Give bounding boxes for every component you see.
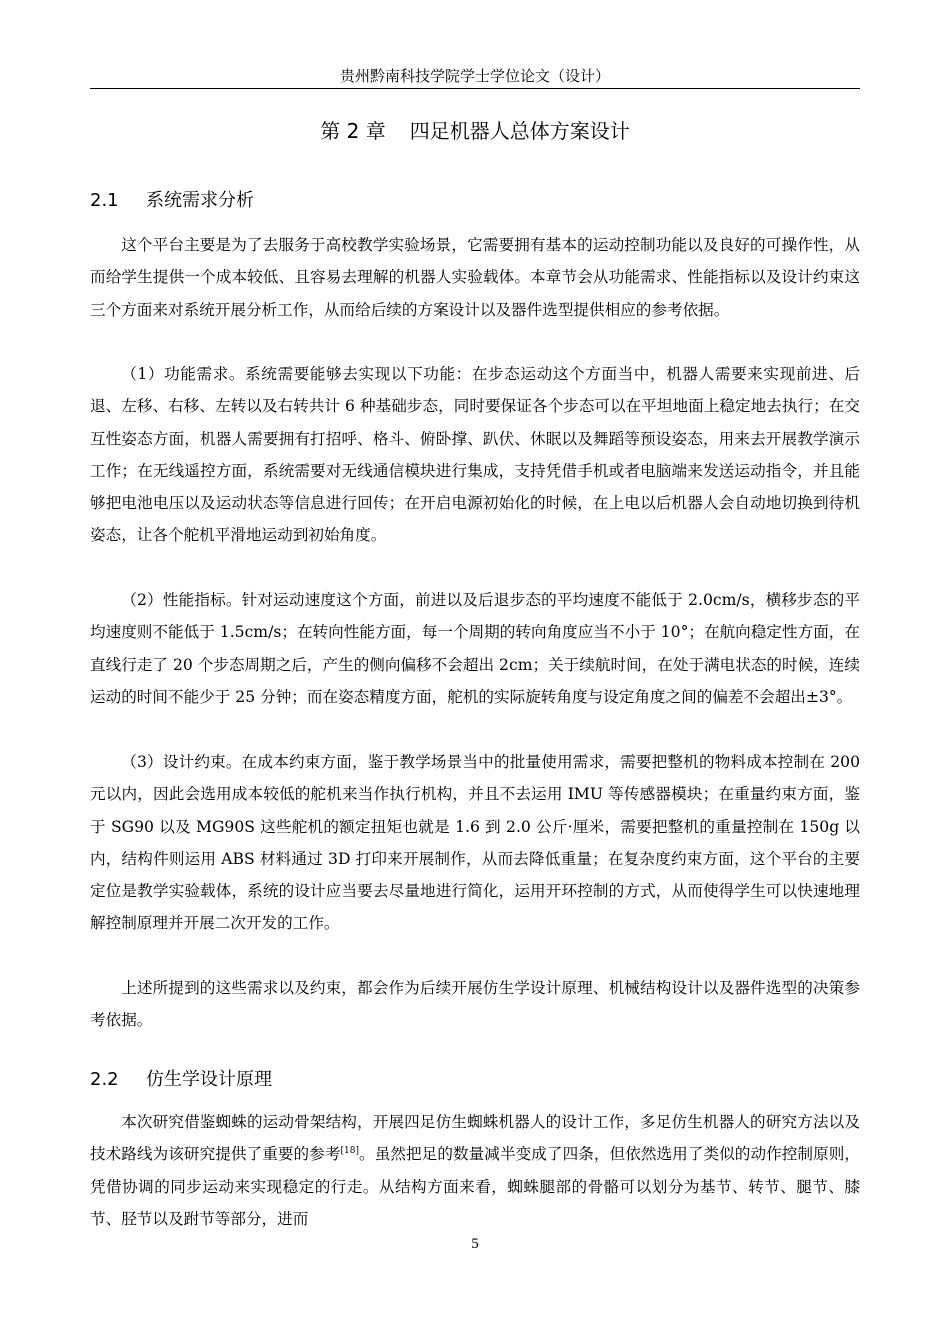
section-heading-2-2	[90, 1067, 860, 1093]
paragraph-bionic-design	[90, 1106, 860, 1235]
section-number: 2.1	[90, 190, 119, 211]
section-heading-2-1	[90, 188, 860, 214]
chapter-name: 四足机器人总体方案设计	[409, 119, 630, 143]
section-number: 2.2	[90, 1069, 119, 1090]
paragraph-intro: 这个平台主要是为了去服务于高校教学实验场景，它需要拥有基本的运动控制功能以及良好的可操作性，从而给学生提供一个成本较低、且容易去理解的机器人实验载体。本章节会从功能需求、性能指标以及设计约束这三个方面来对系统开展分析工作，从而给后续的方案设计以及器件选型提供相应的参考依据。	[90, 236, 860, 319]
paragraph-text-part2: 。虽然把足的数量减半变成了四条，但依然选用了类似的动作控制原则，凭借协调的同步运动来实现稳定的行走。从结构方面来看，蜘蛛腿部的骨骼可以划分为基节、转节、腿节、膝节、胫节以及跗节等部分，进而	[90, 1145, 860, 1228]
paragraph-text-part1: 本次研究借鉴蜘蛛的运动骨架结构，开展四足仿生蜘蛛机器人的设计工作，多足仿生机器人的研究方法以及技术路线为该研究提供了重要的参考	[90, 1113, 860, 1164]
paragraph-design-constraints: （3）设计约束。在成本约束方面，鉴于教学场景当中的批量使用需求，需要把整机的物料成本控制在 200 元以内，因此会选用成本较低的舵机来当作执行机构，并且不去运用 IMU 等传感器模块；在重量约束方面，鉴于 SG90 以及 MG90S 这些舵机的额定扭矩也就是 1.6 到 2.0 公斤·厘米，需要把整机的重量控制在 150g 以内，结构件则运用 ABS 材料通过 3D 打印来开展制作，从而去降低重量；在复杂度约束方面，这个平台的主要定位是教学实验载体，系统的设计应当要去尽量地进行简化，运用开环控制的方式，从而使得学生可以快速地理解控制原理并开展二次开发的工作。	[90, 753, 860, 933]
running-header: 贵州黔南科技学院学士学位论文（设计）	[90, 66, 860, 89]
paragraph-functional-requirements: （1）功能需求。系统需要能够去实现以下功能：在步态运动这个方面当中，机器人需要来实现前进、后退、左移、右移、左转以及右转共计 6 种基础步态，同时要保证各个步态可以在平坦地面上稳定地去执行；在交互性姿态方面，机器人需要拥有打招呼、格斗、俯卧撑、趴伏、休眠以及舞蹈等预设姿态，用来去开展教学演示工作；在无线遥控方面，系统需要对无线通信模块进行集成，支持凭借手机或者电脑端来发送运动指令，并且能够把电池电压以及运动状态等信息进行回传；在开启电源初始化的时候，在上电以后机器人会自动地切换到待机姿态，让各个舵机平滑地运动到初始角度。	[90, 365, 860, 545]
citation[interactable]: [18]	[340, 1146, 359, 1157]
chapter-number: 第 2 章	[320, 119, 386, 143]
chapter-title	[90, 116, 860, 146]
paragraph-summary: 上述所提到的这些需求以及约束，都会作为后续开展仿生学设计原理、机械结构设计以及器件选型的决策参考依据。	[90, 979, 860, 1030]
section-title: 仿生学设计原理	[146, 1069, 272, 1090]
paragraph-performance-metrics: （2）性能指标。针对运动速度这个方面，前进以及后退步态的平均速度不能低于 2.0cm/s，横移步态的平均速度则不能低于 1.5cm/s；在转向性能方面，每一个周期的转向角度应当不小于 10°；在航向稳定性方面，在直线行走了 20 个步态周期之后，产生的侧向偏移不会超出 2cm；关于续航时间，在处于满电状态的时候，连续运动的时间不能少于 25 分钟；而在姿态精度方面，舵机的实际旋转角度与设定角度之间的偏差不会超出±3°。	[90, 591, 860, 706]
page-number: 5	[471, 1236, 479, 1252]
section-title: 系统需求分析	[146, 190, 254, 211]
